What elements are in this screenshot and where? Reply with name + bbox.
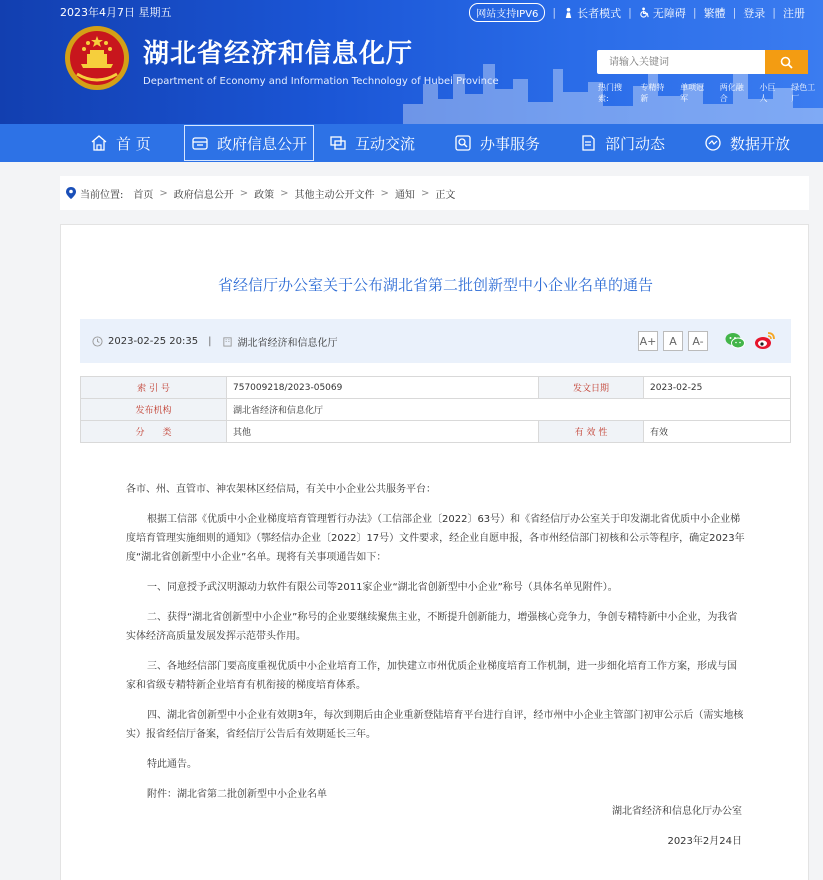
attachment-link[interactable]: 附件：湖北省第二批创新型中小企业名单 (147, 789, 327, 800)
divider: | (208, 335, 212, 347)
divider: | (692, 6, 697, 19)
breadcrumb-item[interactable]: 政府信息公开 (173, 189, 234, 201)
article-meta (80, 319, 791, 363)
validity-value: 有效 (644, 421, 791, 443)
breadcrumb-label: 当前位置: (80, 189, 124, 201)
nav-interaction[interactable] (329, 124, 415, 162)
top-bar (0, 0, 823, 24)
wechat-icon[interactable] (724, 331, 746, 351)
nav-services-label: 办事服务 (480, 134, 541, 153)
breadcrumb-item[interactable]: 首页 (133, 189, 154, 201)
elder-mode-label: 长者模式 (577, 6, 622, 20)
hot-word[interactable]: 专精特新 (640, 83, 665, 103)
login-link[interactable]: 登录 (743, 6, 766, 20)
nav-open-data[interactable] (704, 124, 790, 162)
breadcrumb-separator: > (159, 187, 168, 199)
validity-label: 有 效 性 (539, 421, 644, 443)
breadcrumb-item[interactable]: 政策 (254, 189, 275, 201)
nav-gov-info[interactable] (184, 125, 314, 161)
nav-news-label: 部门动态 (605, 134, 666, 153)
top-links (469, 3, 805, 22)
accessibility-link[interactable] (639, 5, 686, 21)
search-input[interactable] (597, 50, 765, 74)
paragraph: 根据工信部《优质中小企业梯度培育管理暂行办法》（工信部企业〔2022〕63号）和《省经信厅办公室关于印发湖北省优质中小企业梯度培育管理实施细则的通知》（鄂经信办企业〔2022〕17号）文件要求，经企业自愿申报，各市州经信部门初核和公示等程序，确定2023年度“湖北省创新型中小企业”名单。现将有关事项通告如下： (126, 514, 745, 563)
home-icon (90, 134, 108, 152)
hot-word[interactable]: 单项冠军 (680, 83, 705, 103)
nav-news[interactable] (579, 124, 665, 162)
person-icon (563, 7, 574, 18)
paragraph: 四、湖北省创新型中小企业有效期3年，每次到期后由企业重新登陆培育平台进行自评，经市州中小企业主管部门初审公示后（需实地核实）报省经信厅备案，省经信厅公告后有效期延长三年。 (126, 710, 744, 740)
breadcrumb-item[interactable]: 通知 (394, 189, 415, 201)
category-value: 其他 (227, 421, 539, 443)
signature-date: 2023年2月24日 (667, 836, 742, 847)
site-title: 湖北省经济和信息化厅 (143, 39, 414, 69)
index-label: 索 引 号 (81, 377, 227, 399)
table-row (81, 377, 791, 399)
search-bar (597, 50, 808, 74)
accessibility-label: 无障碍 (652, 6, 686, 20)
register-link[interactable]: 注册 (783, 6, 805, 20)
font-reset-button[interactable]: A (663, 331, 683, 351)
article-source: 湖北省经济和信息化厅 (237, 337, 338, 349)
ipv6-badge[interactable]: 网站支持IPV6 (469, 3, 545, 22)
hot-search-label: 热门搜索: (598, 83, 622, 103)
paragraph: 三、各地经信部门要高度重视优质中小企业培育工作，加快建立市州优质企业梯度培育工作机制，进一步细化培育工作方案，形成与国家和省级专精特新企业培育有机衔接的梯度培育体系。 (126, 661, 737, 691)
font-increase-button[interactable]: A+ (638, 331, 658, 351)
nav-open-data-label: 数据开放 (730, 134, 791, 153)
paragraph: 二、获得“湖北省创新型中小企业”称号的企业要继续聚焦主业，不断提升创新能力，增强核心竞争力，争创专精特新中小企业，为我省实体经济高质量发展发挥示范带头作用。 (126, 612, 738, 642)
paragraph: 特此通告。 (147, 759, 197, 770)
breadcrumb-separator: > (239, 187, 249, 199)
breadcrumb-separator: > (380, 187, 389, 199)
org-value: 湖北省经济和信息化厅 (227, 399, 791, 421)
org-label: 发布机构 (81, 399, 227, 421)
divider: | (732, 6, 737, 19)
document-info-table (80, 376, 791, 443)
document-icon (579, 134, 597, 152)
search-icon (780, 56, 793, 69)
national-emblem-logo (63, 24, 131, 92)
building-icon (222, 336, 233, 347)
pubdate-value: 2023-02-25 (644, 377, 791, 399)
hot-word[interactable]: 绿色工厂 (791, 83, 816, 103)
index-value: 757009218/2023-05069 (227, 377, 539, 399)
folder-icon (191, 134, 209, 152)
nav-gov-info-label: 政府信息公开 (217, 134, 308, 153)
chat-icon (329, 134, 347, 152)
signature: 湖北省经济和信息化厅办公室 (612, 806, 742, 817)
pubdate-label: 发文日期 (539, 377, 644, 399)
breadcrumb-separator: > (420, 187, 430, 199)
article-body (126, 480, 746, 804)
breadcrumb-separator: > (280, 187, 289, 199)
search-button[interactable] (765, 50, 808, 74)
breadcrumb-item: 正文 (435, 189, 456, 201)
wheelchair-icon (639, 7, 650, 18)
hot-word[interactable]: 小巨人 (759, 83, 776, 103)
font-decrease-button[interactable]: A- (688, 331, 708, 351)
site-header (0, 0, 823, 124)
hot-word[interactable]: 两化融合 (719, 83, 744, 103)
table-row (81, 399, 791, 421)
table-row (81, 421, 791, 443)
paragraph: 各市、州、直管市、神农架林区经信局，有关中小企业公共服务平台： (126, 484, 436, 495)
nav-home[interactable] (90, 124, 151, 162)
divider: | (772, 6, 776, 19)
paragraph: 一、同意授予武汉明源动力软件有限公司等2011家企业“湖北省创新型中小企业”称号（具体名单见附件）。 (147, 582, 618, 593)
category-label: 分 类 (81, 421, 227, 443)
nav-home-label: 首 页 (116, 134, 151, 153)
breadcrumb-item[interactable]: 其他主动公开文件 (294, 189, 375, 201)
location-pin-icon (66, 187, 76, 199)
data-icon (704, 134, 722, 152)
site-subtitle: Department of Economy and Information Technology of Hubei Province (143, 76, 499, 87)
divider: | (628, 6, 632, 19)
divider: | (552, 6, 557, 19)
article-title: 省经信厅办公室关于公布湖北省第二批创新型中小企业名单的通告 (217, 276, 653, 294)
nav-interaction-label: 互动交流 (355, 134, 416, 153)
current-date: 2023年4月7日 星期五 (60, 6, 172, 19)
hot-search (598, 82, 823, 104)
article-card (60, 224, 809, 880)
search-doc-icon (454, 134, 472, 152)
weibo-icon[interactable] (754, 331, 776, 351)
elder-mode-link[interactable] (563, 5, 621, 21)
clock-icon (92, 336, 103, 347)
nav-services[interactable] (454, 124, 540, 162)
breadcrumb (60, 176, 809, 210)
publish-datetime: 2023-02-25 20:35 (108, 335, 199, 347)
main-nav (0, 124, 823, 162)
traditional-chinese-link[interactable]: 繁體 (703, 6, 726, 20)
